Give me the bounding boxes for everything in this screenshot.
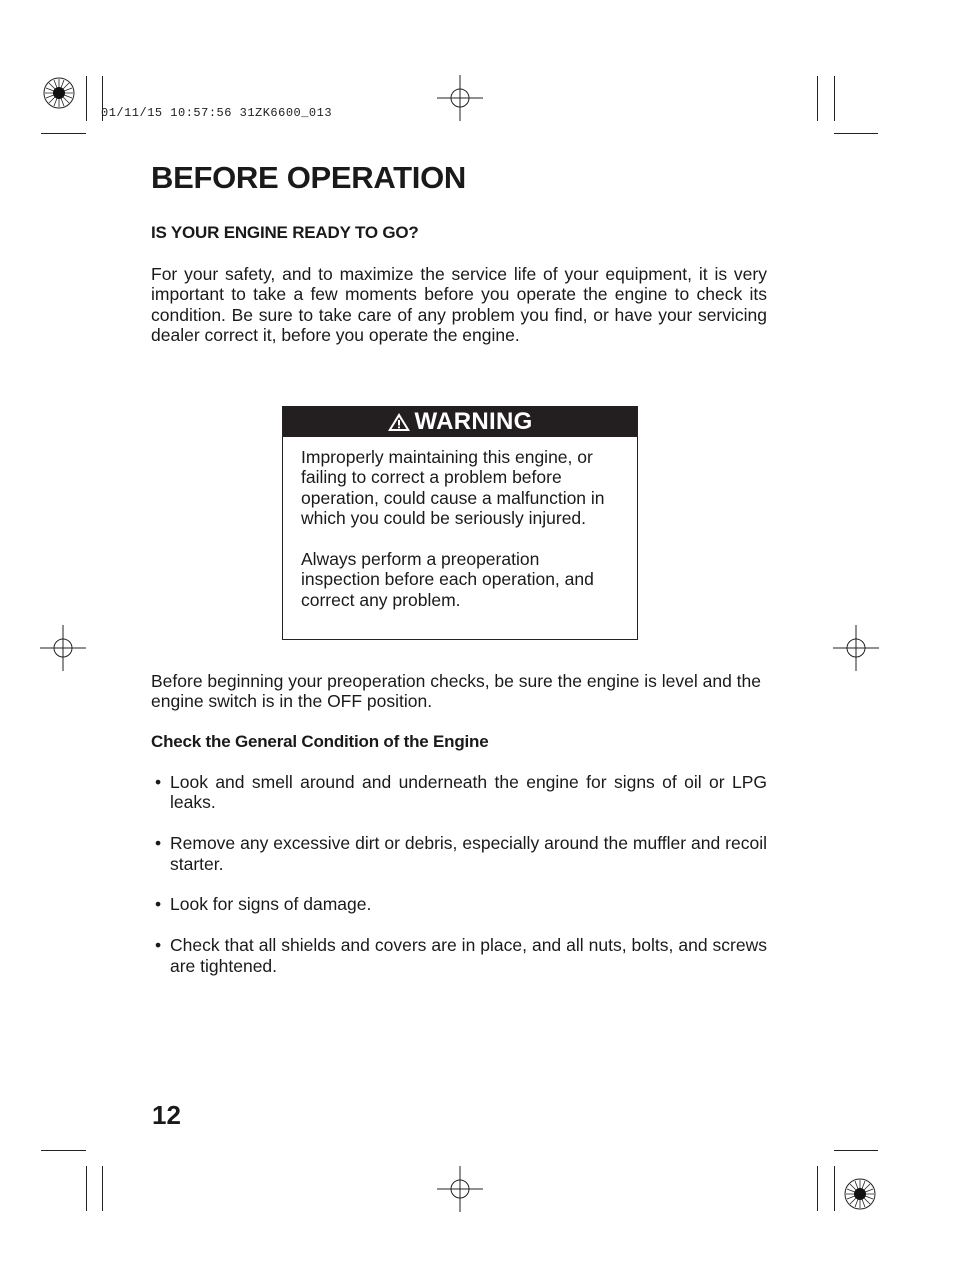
list-item: • Remove any excessive dirt or debris, especially around the muffler and recoil starter. [155,833,767,874]
intro-paragraph: For your safety, and to maximize the service life of your equipment, it is very important to take a few moments before you operate the engine to check its condition. Be sure to take care of any problem you find, or have your servicing dealer correct it, before you operate the engine. [151,264,767,346]
warning-triangle-icon [387,412,411,432]
warning-box [282,406,638,640]
list-item: • Look for signs of damage. [155,894,372,915]
registration-starburst-icon [42,76,76,110]
bullet-icon: • [155,894,162,915]
bullet-icon: • [155,772,162,792]
warning-paragraph: Improperly maintaining this engine, or failing to correct a problem before operation, could cause a malfunction in which you could be seriously injured. [301,447,605,529]
section-heading: IS YOUR ENGINE READY TO GO? [151,223,419,242]
bullet-icon: • [155,833,162,854]
warning-paragraph: Always perform a preoperation inspection before each operation, and correct any problem. [301,549,594,610]
registration-crosshair-icon [833,625,879,671]
page-title: BEFORE OPERATION [151,160,466,195]
warning-label: WARNING [414,408,533,435]
bullet-icon: • [155,935,162,956]
list-item: • Check that all shields and covers are in place, and all nuts, bolts, and screws are tightened. [155,935,767,976]
checks-intro-paragraph: Before beginning your preoperation checks, be sure the engine is level and the engine switch is in the OFF position. [151,671,761,712]
registration-starburst-icon [843,1177,877,1211]
list-item: • Look and smell around and underneath the engine for signs of oil or LPG leaks. [155,772,767,813]
registration-crosshair-icon [437,1166,483,1212]
warning-header [283,407,637,437]
subheading: Check the General Condition of the Engine [151,732,489,751]
print-stamp: 01/11/15 10:57:56 31ZK6600_013 [101,106,333,120]
registration-crosshair-icon [437,75,483,121]
registration-crosshair-icon [40,625,86,671]
warning-body [283,437,637,610]
checklist [155,772,767,996]
page-number: 12 [152,1100,181,1130]
